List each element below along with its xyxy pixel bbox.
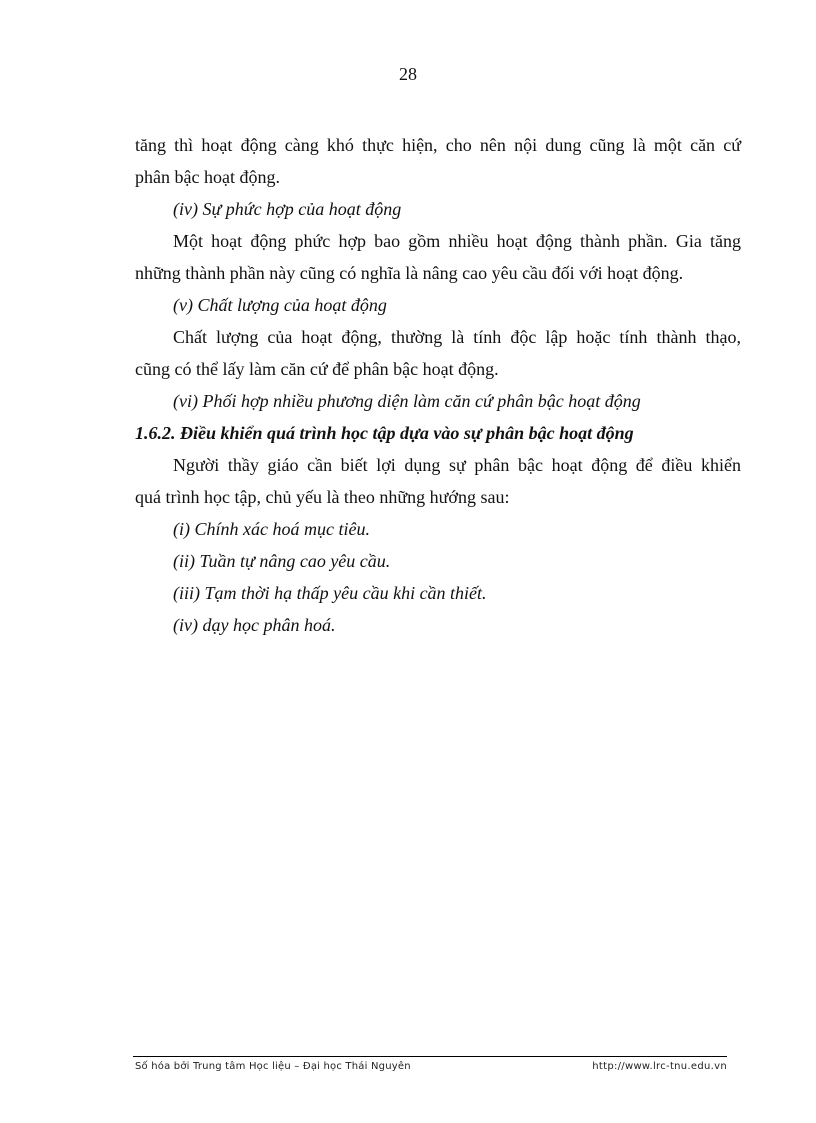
paragraph-line: phân bậc hoạt động.: [135, 167, 280, 187]
list-item: (iii) Tạm thời hạ thấp yêu cầu khi cần thiết.: [173, 583, 487, 603]
paragraph-line: Chất lượng của hoạt động, thường là tính độc lập hoặc tính thành thạo,: [173, 327, 741, 347]
document-body: [135, 129, 741, 641]
paragraph-line: Người thầy giáo cần biết lợi dụng sự phân bậc hoạt động để điều khiển: [173, 455, 741, 475]
page-number: 28: [399, 64, 417, 84]
paragraph-line: tăng thì hoạt động càng khó thực hiện, cho nên nội dung cũng là một căn cứ: [135, 135, 741, 155]
footer-source-text: Số hóa bởi Trung tâm Học liệu – Đại học Thái Nguyên: [135, 1061, 411, 1072]
paragraph-line: Một hoạt động phức hợp bao gồm nhiều hoạt động thành phần. Gia tăng: [173, 231, 741, 251]
paragraph-line: những thành phần này cũng có nghĩa là nâng cao yêu cầu đối với hoạt động.: [135, 263, 684, 283]
subsection-label: (vi) Phối hợp nhiều phương diện làm căn cứ phân bậc hoạt động: [173, 391, 641, 411]
footer-url: http://www.lrc-tnu.edu.vn: [592, 1061, 727, 1072]
list-item: (ii) Tuần tự nâng cao yêu cầu.: [173, 551, 391, 571]
paragraph-line: cũng có thể lấy làm căn cứ để phân bậc hoạt động.: [135, 359, 499, 379]
list-item: (i) Chính xác hoá mục tiêu.: [173, 519, 370, 539]
footer-divider: [133, 1056, 727, 1057]
list-item: (iv) dạy học phân hoá.: [173, 615, 336, 635]
paragraph-line: quá trình học tập, chủ yếu là theo những hướng sau:: [135, 487, 510, 507]
subsection-label: (v) Chất lượng của hoạt động: [173, 295, 387, 315]
section-heading: 1.6.2. Điều khiển quá trình học tập dựa vào sự phân bậc hoạt động: [135, 423, 634, 443]
subsection-label: (iv) Sự phức hợp của hoạt động: [173, 199, 402, 219]
